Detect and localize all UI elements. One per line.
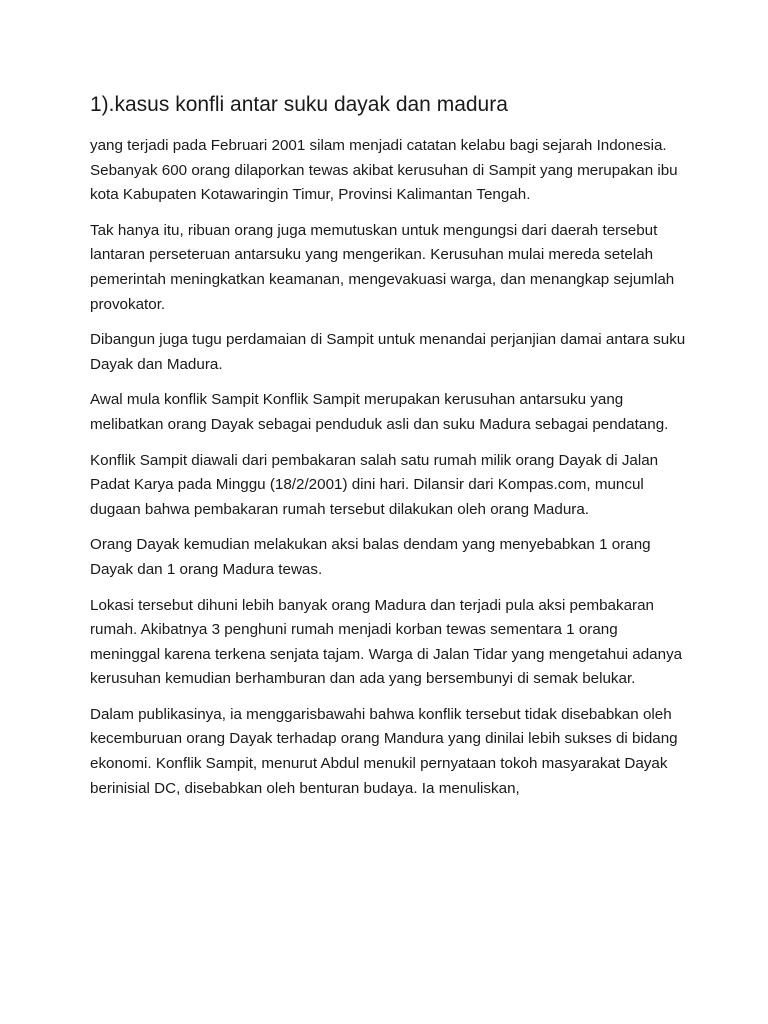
paragraph-4: Awal mula konflik Sampit Konflik Sampit merupakan kerusuhan antarsuku yang melibatkan orang Dayak sebagai penduduk asli dan suku Madura sebagai pendatang.	[90, 391, 669, 433]
paragraph-8: Dalam publikasinya, ia menggarisbawahi bahwa konflik tersebut tidak disebabkan oleh kecemburuan orang Dayak terhadap orang Mandura yang dinilai lebih sukses di bidang ekonomi. Konflik Sampit, menurut Abdul menukil pernyataan tokoh masyarakat Dayak berinisial DC, disebabkan oleh benturan budaya. Ia menuliskan,	[90, 705, 678, 797]
paragraph-5: Konflik Sampit diawali dari pembakaran salah satu rumah milik orang Dayak di Jalan Padat Karya pada Minggu (18/2/2001) dini hari. Dilansir dari Kompas.com, muncul dugaan bahwa pembakaran rumah tersebut dilakukan oleh orang Madura.	[90, 451, 659, 518]
document-page	[90, 90, 690, 812]
paragraph-3: Dibangun juga tugu perdamaian di Sampit untuk menandai perjanjian damai antara suku Dayak dan Madura.	[90, 331, 686, 373]
paragraph-2: Tak hanya itu, ribuan orang juga memutuskan untuk mengungsi dari daerah tersebut lantaran perseteruan antarsuku yang mengerikan. Kerusuhan mulai mereda setelah pemerintah meningkatkan keamanan, mengevakuasi warga, dan menangkap sejumlah provokator.	[90, 221, 675, 313]
paragraph-6: Orang Dayak kemudian melakukan aksi balas dendam yang menyebabkan 1 orang Dayak dan 1 orang Madura tewas.	[90, 536, 651, 578]
paragraph-7: Lokasi tersebut dihuni lebih banyak orang Madura dan terjadi pula aksi pembakaran rumah. Akibatnya 3 penghuni rumah menjadi korban tewas sementara 1 orang meninggal karena terkena senjata tajam. Warga di Jalan Tidar yang mengetahui adanya kerusuhan kemudian berhamburan dan ada yang bersembunyi di semak belukar.	[90, 596, 683, 688]
document-title: 1).kasus konfli antar suku dayak dan madura	[90, 93, 508, 116]
paragraph-1: yang terjadi pada Februari 2001 silam menjadi catatan kelabu bagi sejarah Indonesia. Sebanyak 600 orang dilaporkan tewas akibat kerusuhan di Sampit yang merupakan ibu kota Kabupaten Kotawaringin Timur, Provinsi Kalimantan Tengah.	[90, 137, 678, 204]
